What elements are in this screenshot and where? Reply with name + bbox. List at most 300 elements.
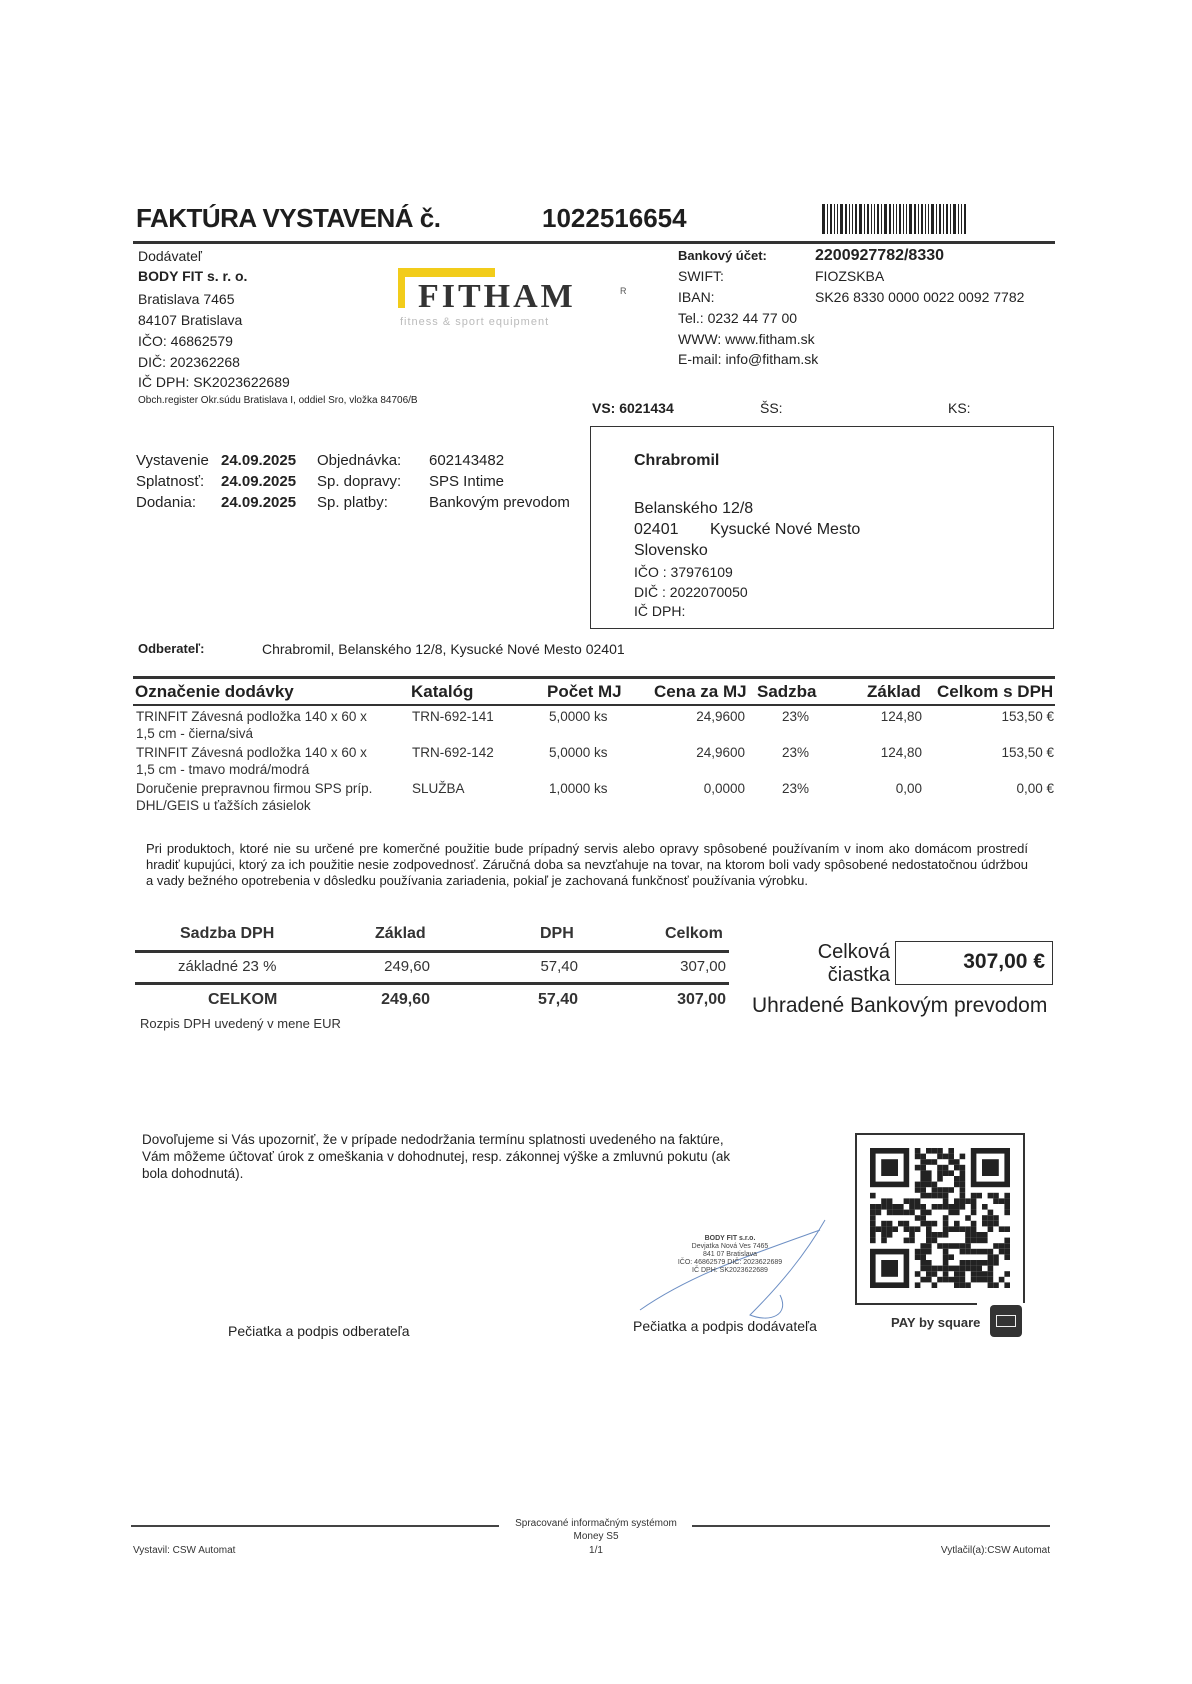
qr-module xyxy=(976,1260,982,1266)
qr-module xyxy=(870,1210,876,1216)
qr-module xyxy=(926,1266,932,1272)
item-total: 153,50 € xyxy=(1001,709,1054,724)
qr-module xyxy=(915,1154,921,1160)
footer-printed-by: Vytlačil(a):CSW Automat xyxy=(940,1545,1050,1556)
qr-module xyxy=(915,1226,921,1232)
fitham-logo xyxy=(398,268,627,328)
qr-module xyxy=(943,1271,949,1277)
supplier-register: Obch.register Okr.súdu Bratislava I, oddiel Sro, vložka 84706/B xyxy=(138,395,418,406)
qr-module xyxy=(937,1165,943,1171)
qr-module xyxy=(937,1176,943,1182)
qr-module xyxy=(887,1204,893,1210)
warranty-note: Pri produktoch, ktoré nie su určené pre komerčné použitie bude prípadný servis alebo opravy spôsobené používaním v inom ako domácom prostredí hradiť kupujúci, ktorý za ich použitie nesie zodpovednosť. Záručná doba sa nevzťahuje na tovar, na ktorom boli vady spôsobené nedostatočnou údržbou a vady bežného opotrebenia v dôsledku používania zariadenia, pokiaľ je zachovaná funkčnosť používania výrobku. xyxy=(146,841,1028,888)
payment-method-value: Bankovým prevodom xyxy=(429,494,570,511)
qr-module xyxy=(898,1210,904,1216)
qr-module xyxy=(993,1260,999,1266)
variable-symbol: VS: 6021434 xyxy=(592,400,674,416)
item-quantity: 5,0000 ks xyxy=(549,745,608,760)
supplier-label: Dodávateľ xyxy=(138,248,203,264)
qr-module xyxy=(876,1226,882,1232)
qr-module xyxy=(926,1148,932,1154)
qr-module xyxy=(937,1193,943,1199)
barcode-bar xyxy=(953,204,956,234)
stamp-line: 841 07 Bratislava xyxy=(702,1251,758,1258)
col-header-total: Celkom s DPH xyxy=(937,682,1054,701)
qr-module xyxy=(965,1232,971,1238)
qr-module xyxy=(932,1182,938,1188)
payment-qr-code xyxy=(870,1148,1010,1288)
qr-frame-bottom xyxy=(855,1303,977,1305)
invoice-number: 1022516654 xyxy=(542,203,687,233)
qr-module xyxy=(960,1204,966,1210)
item-base: 0,00 xyxy=(895,781,922,796)
qr-module xyxy=(965,1238,971,1244)
qr-module xyxy=(999,1249,1005,1255)
qr-module xyxy=(982,1232,988,1238)
qr-module xyxy=(954,1165,960,1171)
qr-module xyxy=(915,1148,921,1154)
barcode-bar xyxy=(889,204,891,234)
footer-divider-right xyxy=(692,1525,1050,1527)
barcode-bar xyxy=(849,204,850,234)
qr-module xyxy=(920,1266,926,1272)
qr-module xyxy=(920,1154,926,1160)
qr-module xyxy=(932,1148,938,1154)
pay-by-square-label: PAY by square xyxy=(891,1315,981,1330)
qr-module xyxy=(988,1282,994,1288)
barcode-bar xyxy=(961,204,962,234)
qr-module xyxy=(988,1221,994,1227)
item-catalog: TRN-692-142 xyxy=(412,745,494,760)
qr-module xyxy=(870,1204,876,1210)
qr-module xyxy=(988,1260,994,1266)
qr-module xyxy=(920,1187,926,1193)
qr-module xyxy=(915,1187,921,1193)
qr-module xyxy=(1004,1271,1010,1277)
specific-symbol: ŠS: xyxy=(760,400,783,416)
qr-module xyxy=(982,1204,988,1210)
qr-module xyxy=(954,1226,960,1232)
barcode-bar xyxy=(928,204,929,234)
footer-issued-by: Vystavil: CSW Automat xyxy=(133,1545,236,1556)
qr-module xyxy=(965,1226,971,1232)
qr-module xyxy=(915,1249,921,1255)
item-catalog: SLUŽBA xyxy=(412,781,465,796)
customer-city: Kysucké Nové Mesto xyxy=(710,521,861,538)
qr-module xyxy=(965,1249,971,1255)
qr-module xyxy=(982,1238,988,1244)
qr-module xyxy=(993,1198,999,1204)
qr-module xyxy=(976,1266,982,1272)
qr-module xyxy=(932,1266,938,1272)
qr-module xyxy=(926,1238,932,1244)
qr-finder xyxy=(982,1159,999,1176)
barcode-bar xyxy=(881,204,882,234)
registered-mark: R xyxy=(620,286,627,296)
supplier-ic-dph: IČ DPH: SK2023622689 xyxy=(138,374,290,390)
vat-amount: 57,40 xyxy=(540,958,578,975)
vat-currency-note: Rozpis DPH uvedený v mene EUR xyxy=(140,1016,341,1031)
customer-dic: DIČ : 2022070050 xyxy=(634,584,748,600)
qr-module xyxy=(887,1226,893,1232)
customer-ic-dph: IČ DPH: xyxy=(634,603,686,619)
qr-module xyxy=(1004,1249,1010,1255)
issue-date-value: 24.09.2025 xyxy=(221,452,297,469)
qr-module xyxy=(943,1165,949,1171)
qr-module xyxy=(982,1221,988,1227)
barcode-bar xyxy=(909,204,912,234)
late-payment-warning: Dovoľujeme si Vás upozorniť, že v prípade nedodržania termínu splatnosti uvedeného na faktúre, Vám môžeme účtovať úrok z omeškania v dohodnutej, resp. zákonnej výške a zmluvnú pokutu (ak bola dohodnutá). xyxy=(142,1132,731,1181)
qr-module xyxy=(988,1193,994,1199)
qr-module xyxy=(965,1215,971,1221)
website: WWW: www.fitham.sk xyxy=(678,331,815,347)
qr-module xyxy=(999,1198,1005,1204)
col-header-catalog: Katalóg xyxy=(411,682,474,701)
qr-module xyxy=(887,1198,893,1204)
col-header-unit-price: Cena za MJ xyxy=(654,682,747,701)
vat-sum-label: CELKOM xyxy=(208,991,278,1008)
qr-module xyxy=(971,1266,977,1272)
order-label: Objednávka: xyxy=(317,452,402,469)
iban-value: SK26 8330 0000 0022 0092 7782 xyxy=(815,289,1025,305)
qr-module xyxy=(971,1249,977,1255)
qr-module xyxy=(1004,1282,1010,1288)
total-label-line1: Celková xyxy=(817,941,890,963)
qr-module xyxy=(965,1198,971,1204)
qr-module xyxy=(954,1266,960,1272)
qr-module xyxy=(943,1226,949,1232)
item-description: TRINFIT Závesná podložka 140 x 60 x xyxy=(136,745,367,760)
qr-finder xyxy=(881,1159,898,1176)
qr-module xyxy=(993,1221,999,1227)
recipient-value: Chrabromil, Belanského 12/8, Kysucké Nové Mesto 02401 xyxy=(262,641,625,657)
qr-module xyxy=(943,1187,949,1193)
delivery-date-value: 24.09.2025 xyxy=(221,494,297,511)
qr-module xyxy=(1004,1226,1010,1232)
barcode-bar xyxy=(884,204,887,234)
barcode-bar xyxy=(871,204,872,234)
qr-module xyxy=(971,1193,977,1199)
qr-module xyxy=(876,1204,882,1210)
barcode-bar xyxy=(943,204,944,234)
vat-header-base: Základ xyxy=(375,925,426,942)
vat-base: 249,60 xyxy=(384,958,430,975)
qr-module xyxy=(954,1159,960,1165)
shipping-value: SPS Intime xyxy=(429,473,505,490)
qr-module xyxy=(971,1210,977,1216)
qr-module xyxy=(948,1159,954,1165)
barcode-bar xyxy=(827,204,828,234)
qr-module xyxy=(988,1254,994,1260)
qr-module xyxy=(932,1187,938,1193)
qr-module xyxy=(943,1154,949,1160)
invoice-title: FAKTÚRA VYSTAVENÁ č. xyxy=(136,203,441,233)
qr-module xyxy=(887,1221,893,1227)
qr-module xyxy=(1004,1238,1010,1244)
iban-label: IBAN: xyxy=(678,289,715,305)
qr-module xyxy=(954,1198,960,1204)
qr-module xyxy=(948,1226,954,1232)
qr-module xyxy=(920,1277,926,1283)
swift-label: SWIFT: xyxy=(678,268,724,284)
qr-module xyxy=(937,1148,943,1154)
constant-symbol: KS: xyxy=(948,400,971,416)
customer-name: Chrabromil xyxy=(634,452,720,469)
qr-module xyxy=(960,1249,966,1255)
customer-street: Belanského 12/8 xyxy=(634,500,754,517)
qr-module xyxy=(909,1204,915,1210)
qr-module xyxy=(943,1254,949,1260)
qr-module xyxy=(932,1221,938,1227)
barcode-bar xyxy=(939,204,941,234)
qr-module xyxy=(960,1198,966,1204)
qr-module xyxy=(904,1198,910,1204)
item-description: Doručenie prepravnou firmou SPS príp. xyxy=(136,781,373,796)
qr-module xyxy=(920,1254,926,1260)
vat-header-total: Celkom xyxy=(665,925,723,942)
qr-module xyxy=(971,1271,977,1277)
qr-module xyxy=(1004,1204,1010,1210)
customer-country: Slovensko xyxy=(634,542,708,559)
due-date-label: Splatnosť: xyxy=(136,473,205,490)
item-total: 0,00 € xyxy=(1016,781,1054,796)
supplier-name: BODY FIT s. r. o. xyxy=(138,268,248,284)
qr-module xyxy=(982,1215,988,1221)
qr-module xyxy=(926,1271,932,1277)
qr-module xyxy=(937,1154,943,1160)
qr-module xyxy=(954,1210,960,1216)
qr-module xyxy=(943,1170,949,1176)
stamp-line: IČ DPH: SK2023622689 xyxy=(692,1267,768,1274)
item-catalog: TRN-692-141 xyxy=(412,709,494,724)
barcode-bar xyxy=(877,204,879,234)
barcode-bar xyxy=(822,204,825,234)
qr-module xyxy=(948,1210,954,1216)
qr-module xyxy=(920,1215,926,1221)
pay-by-square-card-icon xyxy=(990,1305,1022,1337)
item-unit-price: 0,0000 xyxy=(703,781,745,796)
qr-module xyxy=(943,1215,949,1221)
total-amount: 307,00 € xyxy=(963,950,1045,973)
qr-module xyxy=(954,1277,960,1283)
barcode-bar xyxy=(899,204,901,234)
qr-module xyxy=(915,1254,921,1260)
qr-module xyxy=(965,1266,971,1272)
delivery-date-label: Dodania: xyxy=(136,494,197,511)
qr-module xyxy=(926,1170,932,1176)
qr-module xyxy=(915,1282,921,1288)
qr-module xyxy=(904,1226,910,1232)
qr-module xyxy=(993,1243,999,1249)
qr-module xyxy=(937,1266,943,1272)
table-top-divider xyxy=(133,676,1055,679)
footer-system-name: Money S5 xyxy=(573,1531,619,1542)
qr-module xyxy=(971,1198,977,1204)
qr-module xyxy=(960,1243,966,1249)
qr-module xyxy=(965,1282,971,1288)
barcode-bar xyxy=(867,204,869,234)
vat-sum-amount: 57,40 xyxy=(537,991,578,1008)
qr-module xyxy=(960,1176,966,1182)
barcode-bar xyxy=(874,204,875,234)
qr-module xyxy=(881,1204,887,1210)
qr-module xyxy=(954,1176,960,1182)
barcode-bar xyxy=(903,204,904,234)
qr-module xyxy=(920,1204,926,1210)
due-date-value: 24.09.2025 xyxy=(221,473,297,490)
vat-total-divider xyxy=(135,982,729,985)
qr-module xyxy=(887,1210,893,1216)
qr-module xyxy=(937,1204,943,1210)
qr-module xyxy=(976,1193,982,1199)
barcode-bar xyxy=(946,204,948,234)
qr-module xyxy=(960,1170,966,1176)
qr-module xyxy=(993,1254,999,1260)
qr-module xyxy=(909,1210,915,1216)
barcode-bar xyxy=(864,204,865,234)
qr-module xyxy=(887,1232,893,1238)
qr-module xyxy=(904,1210,910,1216)
item-rate: 23% xyxy=(782,709,810,724)
table-header-divider xyxy=(133,704,1055,706)
qr-module xyxy=(932,1232,938,1238)
supplier-dic: DIČ: 202362268 xyxy=(138,354,240,370)
qr-module xyxy=(898,1204,904,1210)
col-header-description: Označenie dodávky xyxy=(135,682,294,701)
qr-module xyxy=(948,1204,954,1210)
qr-module xyxy=(909,1238,915,1244)
stamp-line: IČO: 46862579 DIČ: 2023622689 xyxy=(677,1259,783,1266)
qr-module xyxy=(971,1232,977,1238)
qr-module xyxy=(943,1266,949,1272)
customer-ico: IČO : 37976109 xyxy=(634,564,733,580)
item-unit-price: 24,9600 xyxy=(696,745,745,760)
qr-module xyxy=(988,1249,994,1255)
barcode-bar xyxy=(950,204,951,234)
qr-module xyxy=(954,1282,960,1288)
qr-module xyxy=(993,1215,999,1221)
qr-module xyxy=(1004,1198,1010,1204)
barcode-bar xyxy=(845,204,847,234)
phone: Tel.: 0232 44 77 00 xyxy=(678,310,798,326)
qr-module xyxy=(926,1182,932,1188)
item-unit-price: 24,9600 xyxy=(696,709,745,724)
barcode-bar xyxy=(918,204,919,234)
qr-module xyxy=(943,1243,949,1249)
recipient-label: Odberateľ: xyxy=(138,641,205,656)
qr-module xyxy=(954,1271,960,1277)
col-header-quantity: Počet MJ xyxy=(547,682,622,701)
qr-module xyxy=(920,1221,926,1227)
qr-module xyxy=(943,1193,949,1199)
qr-module xyxy=(920,1165,926,1171)
barcode-bar xyxy=(958,204,959,234)
item-description: TRINFIT Závesná podložka 140 x 60 x xyxy=(136,709,367,724)
qr-module xyxy=(943,1277,949,1283)
barcode-bar xyxy=(859,204,862,234)
qr-module xyxy=(870,1215,876,1221)
qr-module xyxy=(971,1277,977,1283)
qr-module xyxy=(904,1238,910,1244)
qr-module xyxy=(960,1154,966,1160)
qr-module xyxy=(943,1249,949,1255)
item-quantity: 5,0000 ks xyxy=(549,709,608,724)
qr-module xyxy=(1004,1254,1010,1260)
qr-module xyxy=(881,1226,887,1232)
qr-module xyxy=(904,1221,910,1227)
qr-module xyxy=(920,1210,926,1216)
barcode-bar xyxy=(936,204,937,234)
vat-header-vat: DPH xyxy=(540,925,574,942)
qr-module xyxy=(988,1271,994,1277)
qr-module xyxy=(920,1159,926,1165)
vat-header-rate: Sadzba DPH xyxy=(180,925,275,942)
customer-signature-label: Pečiatka a podpis odberateľa xyxy=(228,1323,410,1339)
qr-module xyxy=(926,1260,932,1266)
qr-module xyxy=(892,1204,898,1210)
qr-module xyxy=(954,1221,960,1227)
barcode-bar xyxy=(855,204,857,234)
qr-module xyxy=(881,1198,887,1204)
qr-module xyxy=(960,1165,966,1171)
qr-module xyxy=(976,1238,982,1244)
bank-account-value: 2200927782/8330 xyxy=(815,247,945,264)
barcode-bar xyxy=(830,204,832,234)
item-description-cont: 1,5 cm - tmavo modrá/modrá xyxy=(136,762,310,777)
qr-module xyxy=(948,1266,954,1272)
qr-module xyxy=(932,1238,938,1244)
qr-module xyxy=(926,1193,932,1199)
vat-sum-base: 249,60 xyxy=(381,991,430,1008)
qr-module xyxy=(920,1182,926,1188)
qr-module xyxy=(960,1187,966,1193)
qr-module xyxy=(926,1221,932,1227)
item-total: 153,50 € xyxy=(1001,745,1054,760)
qr-module xyxy=(954,1204,960,1210)
footer-divider-left xyxy=(131,1525,499,1527)
issue-date-label: Vystavenie xyxy=(136,452,209,469)
qr-module xyxy=(960,1266,966,1272)
qr-module xyxy=(926,1159,932,1165)
supplier-street: Bratislava 7465 xyxy=(138,291,235,307)
total-label-line2: čiastka xyxy=(827,964,890,986)
qr-module xyxy=(870,1238,876,1244)
qr-module xyxy=(920,1176,926,1182)
qr-module xyxy=(1004,1210,1010,1216)
supplier-ico: IČO: 46862579 xyxy=(138,333,233,349)
item-rate: 23% xyxy=(782,781,810,796)
qr-module xyxy=(1004,1193,1010,1199)
qr-module xyxy=(999,1277,1005,1283)
vat-total: 307,00 xyxy=(680,958,726,975)
qr-module xyxy=(881,1238,887,1244)
logo-accent-vertical xyxy=(398,268,405,308)
qr-module xyxy=(926,1226,932,1232)
qr-module xyxy=(926,1249,932,1255)
qr-module xyxy=(915,1271,921,1277)
qr-module xyxy=(965,1260,971,1266)
logo-tagline: fitness & sport equipment xyxy=(400,316,550,328)
qr-module xyxy=(943,1221,949,1227)
qr-module xyxy=(926,1243,932,1249)
qr-module xyxy=(954,1182,960,1188)
qr-module xyxy=(971,1226,977,1232)
qr-module xyxy=(948,1187,954,1193)
qr-module xyxy=(932,1271,938,1277)
qr-module xyxy=(926,1176,932,1182)
qr-module xyxy=(982,1249,988,1255)
qr-module xyxy=(948,1148,954,1154)
